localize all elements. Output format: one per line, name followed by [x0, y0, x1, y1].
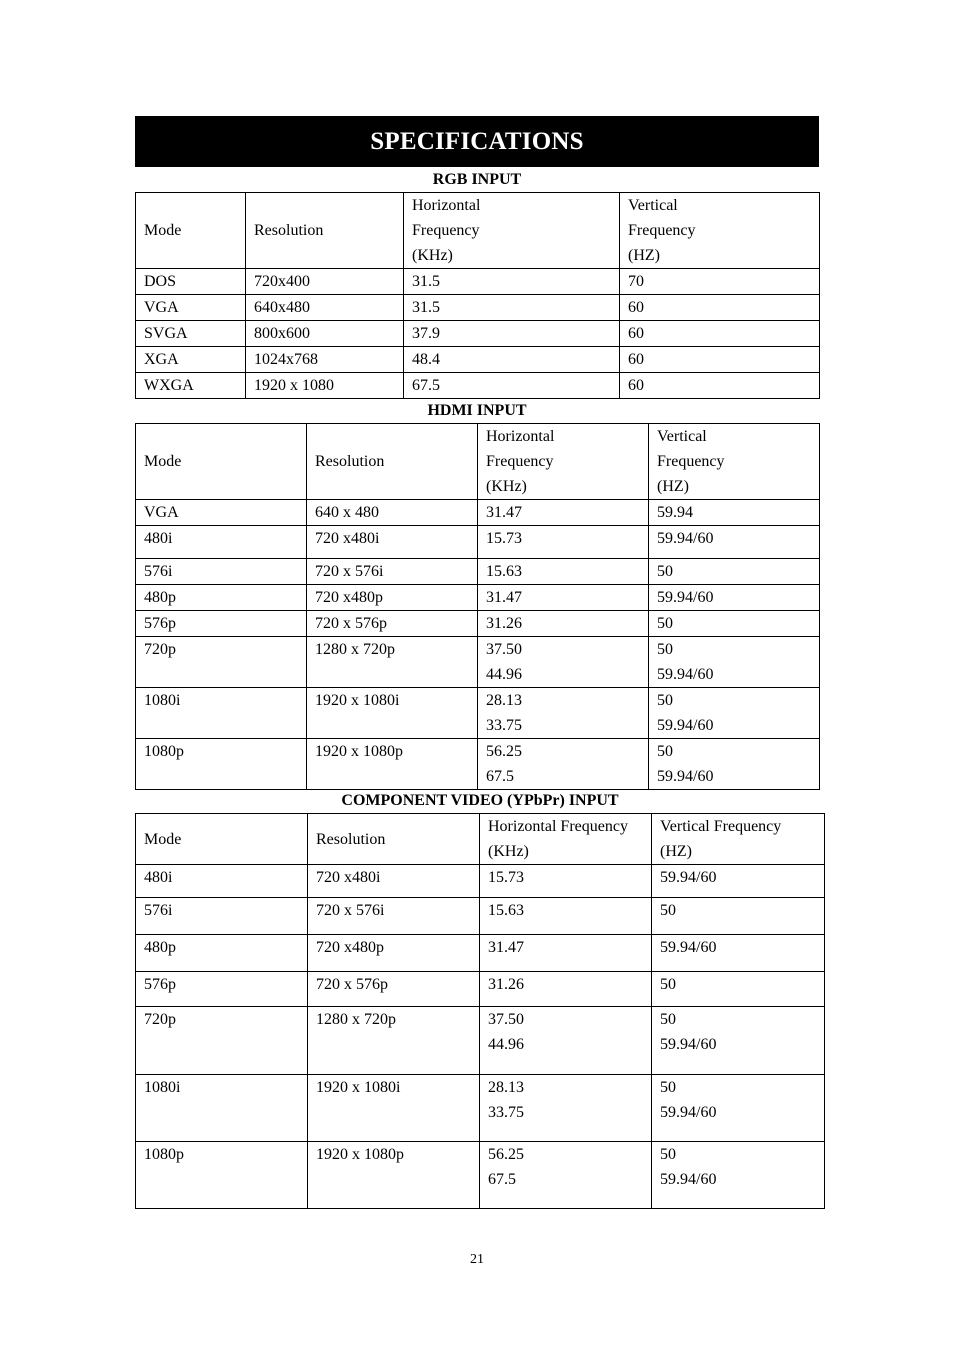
- hdmi-input-table: [135, 423, 820, 790]
- cell-hfreq: [404, 347, 620, 373]
- cell-line: (KHz): [412, 247, 453, 264]
- cell-mode: 1080p: [136, 1142, 308, 1209]
- cell-hfreq: [478, 637, 649, 688]
- cell-line: 56.25: [488, 1146, 524, 1163]
- cell-mode: 480i: [136, 526, 307, 559]
- cell-mode: 576i: [136, 559, 307, 585]
- cell-resolution: 720x400: [246, 269, 404, 295]
- cell-line: 15.63: [488, 902, 524, 919]
- cell-line: 31.26: [486, 615, 522, 632]
- cell-line: (HZ): [660, 843, 692, 860]
- cell-mode: 1080i: [136, 688, 307, 739]
- cell-line: 70: [628, 273, 644, 290]
- cell-line: 37.50: [488, 1011, 524, 1028]
- cell-resolution: 1920 x 1080i: [307, 688, 478, 739]
- table-row: [136, 637, 820, 688]
- cell-resolution: 1920 x 1080p: [307, 739, 478, 790]
- table-row: [136, 972, 825, 1007]
- table-header-row: [136, 424, 820, 500]
- cell-hfreq: [480, 1075, 652, 1142]
- cell-vfreq: [620, 347, 820, 373]
- cell-resolution: 1920 x 1080i: [308, 1075, 480, 1142]
- cell-hfreq: [480, 898, 652, 935]
- cell-hfreq: [478, 526, 649, 559]
- cell-line: 50: [657, 692, 673, 709]
- cell-vfreq: [649, 559, 820, 585]
- cell-line: Frequency: [628, 222, 696, 239]
- cell-resolution: 720 x 576i: [307, 559, 478, 585]
- cell-hfreq: [404, 373, 620, 399]
- page-title: SPECIFICATIONS: [135, 116, 819, 167]
- cell-line: 59.94/60: [660, 1171, 717, 1188]
- cell-mode: 576p: [136, 611, 307, 637]
- header-resolution: Resolution: [308, 814, 480, 865]
- rgb-input-table: [135, 192, 820, 399]
- cell-resolution: 720 x 576i: [308, 898, 480, 935]
- cell-vfreq: [652, 1007, 825, 1075]
- cell-line: Horizontal: [486, 428, 555, 445]
- cell-line: 67.5: [488, 1171, 516, 1188]
- cell-resolution: 1920 x 1080: [246, 373, 404, 399]
- cell-hfreq: [404, 269, 620, 295]
- header-vfreq: [649, 424, 820, 500]
- cell-mode: 576i: [136, 898, 308, 935]
- cell-vfreq: [652, 1142, 825, 1209]
- table-row: [136, 321, 820, 347]
- cell-resolution: 800x600: [246, 321, 404, 347]
- table-row: [136, 347, 820, 373]
- header-hfreq: [478, 424, 649, 500]
- cell-mode: DOS: [136, 269, 246, 295]
- cell-line: (HZ): [657, 478, 689, 495]
- cell-line: 59.94/60: [657, 666, 714, 683]
- cell-mode: 1080p: [136, 739, 307, 790]
- page-number: 21: [470, 1252, 484, 1267]
- cell-hfreq: [478, 739, 649, 790]
- table-row: [136, 1007, 825, 1075]
- cell-mode: VGA: [136, 295, 246, 321]
- cell-resolution: 720 x480i: [307, 526, 478, 559]
- cell-line: 67.5: [412, 377, 440, 394]
- cell-line: 60: [628, 377, 644, 394]
- cell-mode: 1080i: [136, 1075, 308, 1142]
- header-mode: Mode: [136, 424, 307, 500]
- cell-line: 31.26: [488, 976, 524, 993]
- cell-line: 44.96: [486, 666, 522, 683]
- cell-resolution: 1280 x 720p: [308, 1007, 480, 1075]
- component-input-title: COMPONENT VIDEO (YPbPr) INPUT: [341, 792, 619, 809]
- table-row: [136, 585, 820, 611]
- table-header-row: [136, 193, 820, 269]
- table-row: [136, 295, 820, 321]
- cell-resolution: 720 x 576p: [307, 611, 478, 637]
- cell-line: 15.73: [488, 869, 524, 886]
- rgb-input-title: RGB INPUT: [432, 171, 522, 188]
- cell-line: 59.94: [657, 504, 693, 521]
- cell-resolution: 640x480: [246, 295, 404, 321]
- cell-line: Frequency: [657, 453, 725, 470]
- cell-mode: WXGA: [136, 373, 246, 399]
- cell-line: 15.73: [486, 530, 522, 547]
- cell-line: 59.94/60: [657, 717, 714, 734]
- cell-vfreq: [620, 321, 820, 347]
- cell-hfreq: [478, 688, 649, 739]
- cell-line: 50: [657, 563, 673, 580]
- cell-hfreq: [478, 585, 649, 611]
- cell-line: (KHz): [488, 843, 529, 860]
- cell-line: 59.94/60: [660, 869, 717, 886]
- cell-hfreq: [404, 321, 620, 347]
- component-input-table: [135, 813, 825, 1209]
- cell-line: 31.47: [486, 589, 522, 606]
- header-resolution: Resolution: [246, 193, 404, 269]
- cell-resolution: 1280 x 720p: [307, 637, 478, 688]
- cell-mode: SVGA: [136, 321, 246, 347]
- table-row: [136, 1142, 825, 1209]
- cell-line: Frequency: [412, 222, 480, 239]
- cell-line: 50: [657, 615, 673, 632]
- cell-vfreq: [652, 865, 825, 898]
- cell-hfreq: [478, 611, 649, 637]
- cell-line: 59.94/60: [660, 939, 717, 956]
- table-row: [136, 865, 825, 898]
- cell-line: Frequency: [486, 453, 554, 470]
- cell-vfreq: [620, 269, 820, 295]
- cell-hfreq: [480, 865, 652, 898]
- cell-line: 50: [660, 902, 676, 919]
- cell-line: 37.9: [412, 325, 440, 342]
- cell-line: 59.94/60: [660, 1104, 717, 1121]
- cell-line: 31.47: [488, 939, 524, 956]
- cell-resolution: 640 x 480: [307, 500, 478, 526]
- cell-line: 60: [628, 325, 644, 342]
- table-row: [136, 739, 820, 790]
- cell-hfreq: [480, 1007, 652, 1075]
- cell-vfreq: [649, 526, 820, 559]
- cell-mode: 480p: [136, 935, 308, 972]
- cell-mode: 480p: [136, 585, 307, 611]
- cell-hfreq: [478, 559, 649, 585]
- table-row: [136, 373, 820, 399]
- table-row: [136, 559, 820, 585]
- header-resolution: Resolution: [307, 424, 478, 500]
- cell-line: 48.4: [412, 351, 440, 368]
- cell-line: 59.94/60: [657, 768, 714, 785]
- cell-resolution: 720 x 576p: [308, 972, 480, 1007]
- cell-mode: 720p: [136, 1007, 308, 1075]
- cell-vfreq: [649, 611, 820, 637]
- cell-line: 37.50: [486, 641, 522, 658]
- cell-resolution: 720 x480p: [308, 935, 480, 972]
- table-row: [136, 526, 820, 559]
- cell-line: Vertical Frequency: [660, 818, 782, 835]
- cell-line: Horizontal Frequency: [488, 818, 628, 835]
- cell-line: 67.5: [486, 768, 514, 785]
- cell-line: 50: [660, 1011, 676, 1028]
- table-row: [136, 935, 825, 972]
- cell-hfreq: [480, 935, 652, 972]
- cell-resolution: 720 x480p: [307, 585, 478, 611]
- cell-line: 50: [660, 976, 676, 993]
- cell-line: (KHz): [486, 478, 527, 495]
- cell-mode: 576p: [136, 972, 308, 1007]
- cell-line: Vertical: [657, 428, 707, 445]
- cell-line: 33.75: [486, 717, 522, 734]
- cell-mode: 720p: [136, 637, 307, 688]
- cell-vfreq: [652, 972, 825, 1007]
- cell-vfreq: [649, 637, 820, 688]
- header-hfreq: [480, 814, 652, 865]
- cell-mode: XGA: [136, 347, 246, 373]
- cell-resolution: 720 x480i: [308, 865, 480, 898]
- header-mode: Mode: [136, 814, 308, 865]
- cell-line: 59.94/60: [657, 530, 714, 547]
- cell-line: Vertical: [628, 197, 678, 214]
- cell-line: 31.5: [412, 273, 440, 290]
- cell-line: (HZ): [628, 247, 660, 264]
- cell-mode: VGA: [136, 500, 307, 526]
- cell-line: 33.75: [488, 1104, 524, 1121]
- table-row: [136, 898, 825, 935]
- cell-line: 50: [657, 743, 673, 760]
- cell-line: Horizontal: [412, 197, 481, 214]
- cell-vfreq: [620, 295, 820, 321]
- table-row: [136, 500, 820, 526]
- cell-vfreq: [652, 1075, 825, 1142]
- cell-vfreq: [649, 500, 820, 526]
- cell-line: 28.13: [486, 692, 522, 709]
- cell-line: 60: [628, 351, 644, 368]
- hdmi-input-title: HDMI INPUT: [427, 402, 527, 419]
- table-row: [136, 611, 820, 637]
- cell-line: 59.94/60: [660, 1036, 717, 1053]
- cell-line: 31.5: [412, 299, 440, 316]
- cell-vfreq: [649, 585, 820, 611]
- cell-vfreq: [649, 739, 820, 790]
- cell-line: 15.63: [486, 563, 522, 580]
- header-hfreq: [404, 193, 620, 269]
- cell-line: 44.96: [488, 1036, 524, 1053]
- cell-line: 28.13: [488, 1079, 524, 1096]
- cell-hfreq: [480, 1142, 652, 1209]
- cell-hfreq: [478, 500, 649, 526]
- table-header-row: [136, 814, 825, 865]
- cell-vfreq: [620, 373, 820, 399]
- cell-line: 50: [660, 1146, 676, 1163]
- header-vfreq: [652, 814, 825, 865]
- cell-hfreq: [404, 295, 620, 321]
- cell-vfreq: [652, 898, 825, 935]
- cell-resolution: 1920 x 1080p: [308, 1142, 480, 1209]
- cell-line: 31.47: [486, 504, 522, 521]
- cell-line: 56.25: [486, 743, 522, 760]
- cell-line: 50: [657, 641, 673, 658]
- header-vfreq: [620, 193, 820, 269]
- cell-resolution: 1024x768: [246, 347, 404, 373]
- cell-vfreq: [652, 935, 825, 972]
- cell-mode: 480i: [136, 865, 308, 898]
- cell-vfreq: [649, 688, 820, 739]
- table-row: [136, 688, 820, 739]
- header-mode: Mode: [136, 193, 246, 269]
- cell-line: 50: [660, 1079, 676, 1096]
- table-row: [136, 269, 820, 295]
- table-row: [136, 1075, 825, 1142]
- cell-line: 59.94/60: [657, 589, 714, 606]
- cell-line: 60: [628, 299, 644, 316]
- cell-hfreq: [480, 972, 652, 1007]
